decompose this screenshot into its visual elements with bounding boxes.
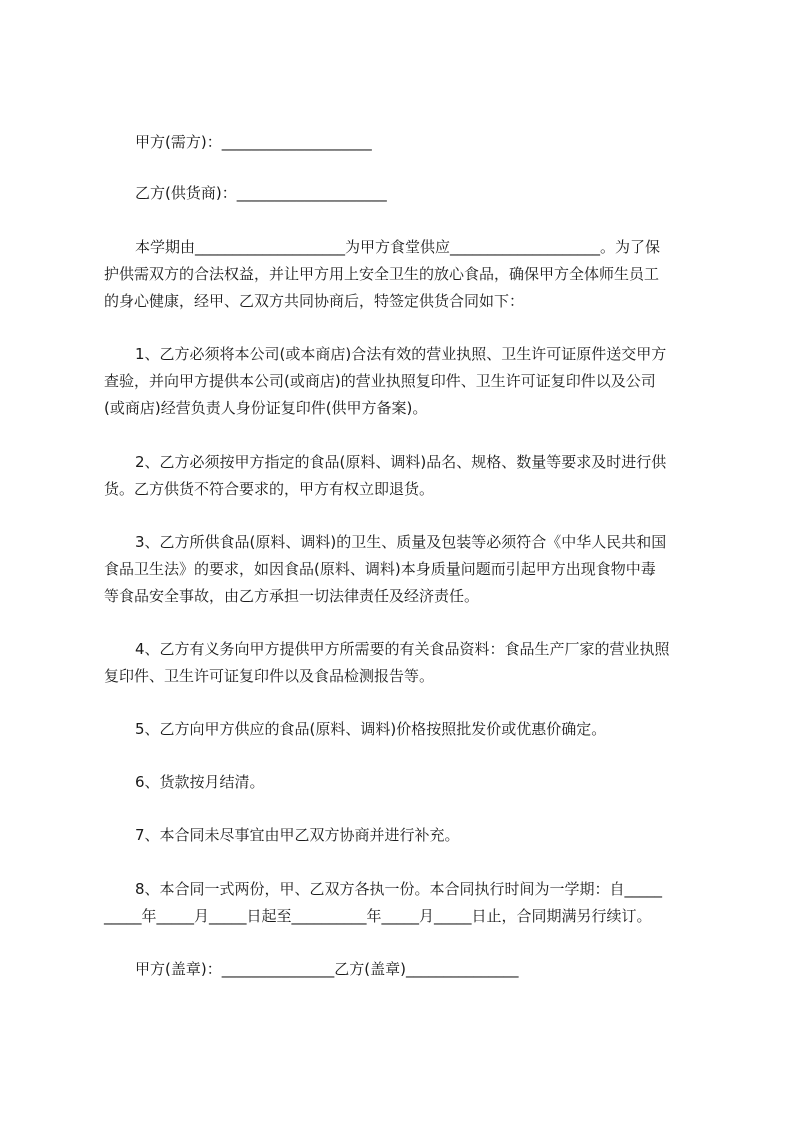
clause-3-line-1: 3、乙方所供食品(原料、调料)的卫生、质量及包装等必须符合《中华人民共和国 bbox=[135, 533, 667, 551]
clause-8-line-2: _____年_____月_____日起至__________年_____月_____日止，合同期满另行续订。 bbox=[104, 907, 652, 925]
signature-line bbox=[135, 959, 518, 979]
intro-line-3: 的身心健康，经甲、乙双方共同协商后，特签定供货合同如下： bbox=[104, 292, 525, 310]
party-b-seal-label: 乙方(盖章) bbox=[334, 960, 406, 978]
party-a-label: 甲方(需方)： bbox=[135, 133, 222, 151]
clause-2-line-1: 2、乙方必须按甲方指定的食品(原料、调料)品名、规格、数量等要求及时进行供 bbox=[135, 453, 667, 471]
party-a-seal-blank: _______________ bbox=[221, 960, 335, 978]
party-b-seal-blank: _______________ bbox=[405, 960, 519, 978]
clause-8-line-1: 8、本合同一式两份，甲、乙双方各执一份。本合同执行时间为一学期：自_____ bbox=[135, 880, 663, 898]
clause-6-line-1: 6、货款按月结清。 bbox=[135, 773, 265, 791]
clause-5-line-1: 5、乙方向甲方供应的食品(原料、调料)价格按照批发价或优惠价确定。 bbox=[135, 720, 607, 738]
party-a-seal-label: 甲方(盖章)： bbox=[135, 960, 222, 978]
clause-1-line-3: (或商店)经营负责人身份证复印件(供甲方备案)。 bbox=[104, 399, 428, 417]
clause-3-line-3: 等食品安全事故，由乙方承担一切法律责任及经济责任。 bbox=[104, 587, 480, 605]
party-a-blank: ____________________ bbox=[221, 133, 372, 151]
clause-2-line-2: 货。乙方供货不符合要求的，甲方有权立即退货。 bbox=[104, 480, 435, 498]
party-b-line bbox=[135, 183, 387, 203]
party-a-line bbox=[135, 132, 372, 152]
intro-line-1: 本学期由____________________为甲方食堂供应____________________。为了保 bbox=[135, 238, 661, 256]
clause-4-line-2: 复印件、卫生许可证复印件以及食品检测报告等。 bbox=[104, 667, 435, 685]
clause-1-line-2: 查验，并向甲方提供本公司(或商店)的营业执照复印件、卫生许可证复印件以及公司 bbox=[104, 372, 656, 390]
intro-line-2: 护供需双方的合法权益，并让甲方用上安全卫生的放心食品，确保甲方全体师生员工 bbox=[104, 265, 660, 283]
clause-1-line-1: 1、乙方必须将本公司(或本商店)合法有效的营业执照、卫生许可证原件送交甲方 bbox=[135, 345, 667, 363]
clause-4-line-1: 4、乙方有义务向甲方提供甲方所需要的有关食品资料：食品生产厂家的营业执照 bbox=[135, 640, 670, 658]
clause-7-line-1: 7、本合同未尽事宜由甲乙双方协商并进行补充。 bbox=[135, 826, 460, 844]
party-b-blank: ____________________ bbox=[236, 184, 387, 202]
clause-3-line-2: 食品卫生法》的要求，如因食品(原料、调料)本身质量问题而引起甲方出现食物中毒 bbox=[104, 560, 656, 578]
party-b-label: 乙方(供货商)： bbox=[135, 184, 237, 202]
